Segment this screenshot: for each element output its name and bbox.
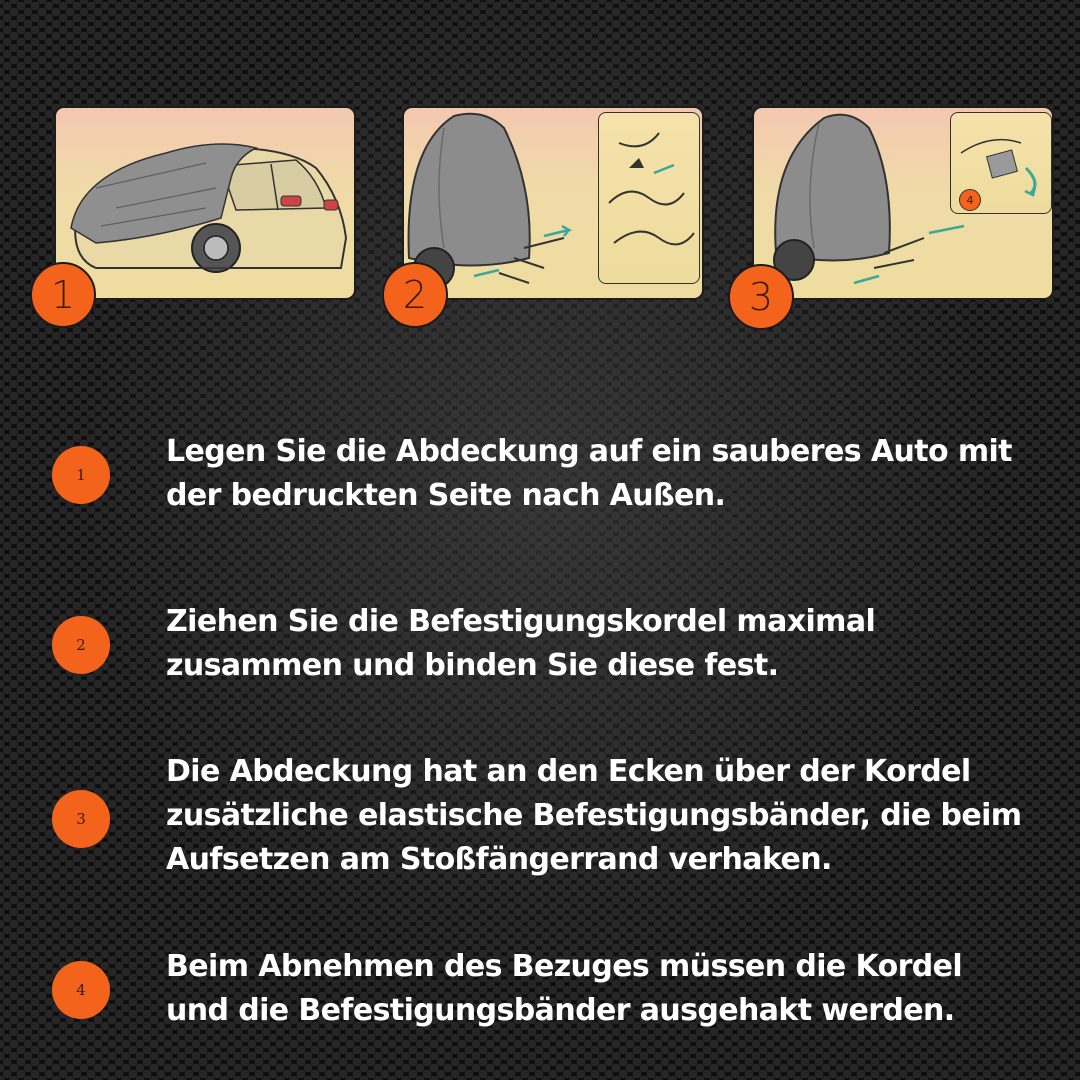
step-text: Ziehen Sie die Befestigungskordel maximal zusammen und binden Sie diese fest. — [166, 604, 876, 683]
step-number-badge: 3 — [52, 790, 110, 848]
illustration-panel-2 — [402, 106, 704, 300]
panel-step-badge-2: 2 — [382, 262, 448, 328]
panel-step-badge-1: 1 — [30, 262, 96, 328]
car-cover-illustration — [56, 108, 354, 298]
step-number-badge: 1 — [52, 446, 110, 504]
step-number-badge: 4 — [52, 961, 110, 1019]
illustration-panel-3 — [752, 106, 1054, 300]
inset-step-badge: 4 — [959, 189, 981, 211]
step-text: Die Abdeckung hat an den Ecken über der Kordel zusätzliche elastische Befestigungsbänder, die beim Aufsetzen am Stoßfängerrand verhaken. — [166, 754, 1022, 877]
detail-inset-band — [950, 112, 1052, 214]
panel-step-badge-3: 3 — [728, 264, 794, 330]
detail-inset-cord — [598, 112, 700, 284]
step-text: Beim Abnehmen des Bezuges müssen die Kordel und die Befestigungsbänder ausgehakt werden. — [166, 949, 963, 1028]
illustration-panel-1 — [54, 106, 356, 300]
instruction-step-3 — [52, 750, 1032, 890]
instruction-step-2 — [52, 600, 1032, 690]
instruction-step-4 — [52, 945, 1032, 1035]
step-number-badge: 2 — [52, 616, 110, 674]
cord-hook-detail-icon — [599, 113, 699, 283]
step-text: Legen Sie die Abdeckung auf ein sauberes Auto mit der bedruckten Seite nach Außen. — [166, 434, 1012, 513]
instruction-step-1 — [52, 430, 1032, 520]
